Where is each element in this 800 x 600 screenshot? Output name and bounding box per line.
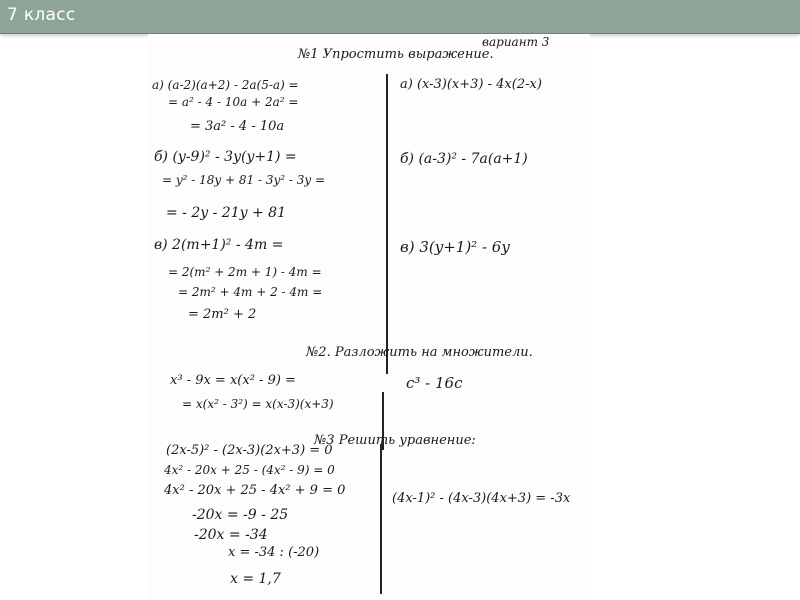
handwritten-sheet bbox=[148, 34, 590, 600]
task3-left-line5: -20x = -34 bbox=[194, 527, 268, 543]
task3-left-line2: 4x² - 20x + 25 - (4x² - 9) = 0 bbox=[164, 463, 335, 477]
task3-right: (4x-1)² - (4x-3)(4x+3) = -3x bbox=[392, 491, 571, 506]
task3-left-line6: x = -34 : (-20) bbox=[228, 545, 320, 560]
task1-a-line3: = 3a² - 4 - 10a bbox=[190, 119, 285, 134]
task2-right: c³ - 16c bbox=[406, 374, 463, 392]
task2-left-line1: x³ - 9x = x(x² - 9) = bbox=[170, 373, 296, 388]
slide-title: 7 класс bbox=[7, 5, 76, 25]
slide-header bbox=[0, 0, 800, 34]
task1-a-line1: а) (a-2)(a+2) - 2a(5-a) = bbox=[152, 78, 299, 92]
task1-right-a: а) (x-3)(x+3) - 4x(2-x) bbox=[400, 77, 542, 92]
task1-title: №1 Упростить выражение. bbox=[298, 47, 494, 62]
column-divider-3 bbox=[380, 444, 382, 594]
task3-left-line7: x = 1,7 bbox=[230, 571, 281, 587]
task1-a-line2: = a² - 4 - 10a + 2a² = bbox=[168, 95, 299, 109]
column-divider-1 bbox=[386, 74, 388, 374]
task2-left-line2: = x(x² - 3²) = x(x-3)(x+3) bbox=[182, 397, 334, 411]
task1-b-line2: = y² - 18y + 81 - 3y² - 3y = bbox=[162, 173, 326, 187]
task1-b-line3: = - 2y - 21y + 81 bbox=[166, 205, 286, 221]
task1-b-line1: б) (y-9)² - 3y(y+1) = bbox=[154, 149, 297, 165]
task1-v-line1: в) 2(m+1)² - 4m = bbox=[154, 237, 284, 253]
task1-right-b: б) (a-3)² - 7a(a+1) bbox=[400, 151, 528, 167]
task1-v-line2: = 2(m² + 2m + 1) - 4m = bbox=[168, 265, 322, 279]
task2-title: №2. Разложить на множители. bbox=[306, 345, 533, 360]
task3-left-line3: 4x² - 20x + 25 - 4x² + 9 = 0 bbox=[164, 483, 346, 498]
task1-v-line4: = 2m² + 2 bbox=[188, 307, 257, 322]
task3-title: №3 Решить уравнение: bbox=[314, 433, 476, 448]
variant-label: вариант 3 bbox=[482, 35, 550, 49]
task3-left-line4: -20x = -9 - 25 bbox=[192, 507, 289, 523]
task1-v-line3: = 2m² + 4m + 2 - 4m = bbox=[178, 285, 323, 299]
task3-left-line1: (2x-5)² - (2x-3)(2x+3) = 0 bbox=[166, 443, 333, 458]
task1-right-v: в) 3(y+1)² - 6y bbox=[400, 238, 510, 256]
